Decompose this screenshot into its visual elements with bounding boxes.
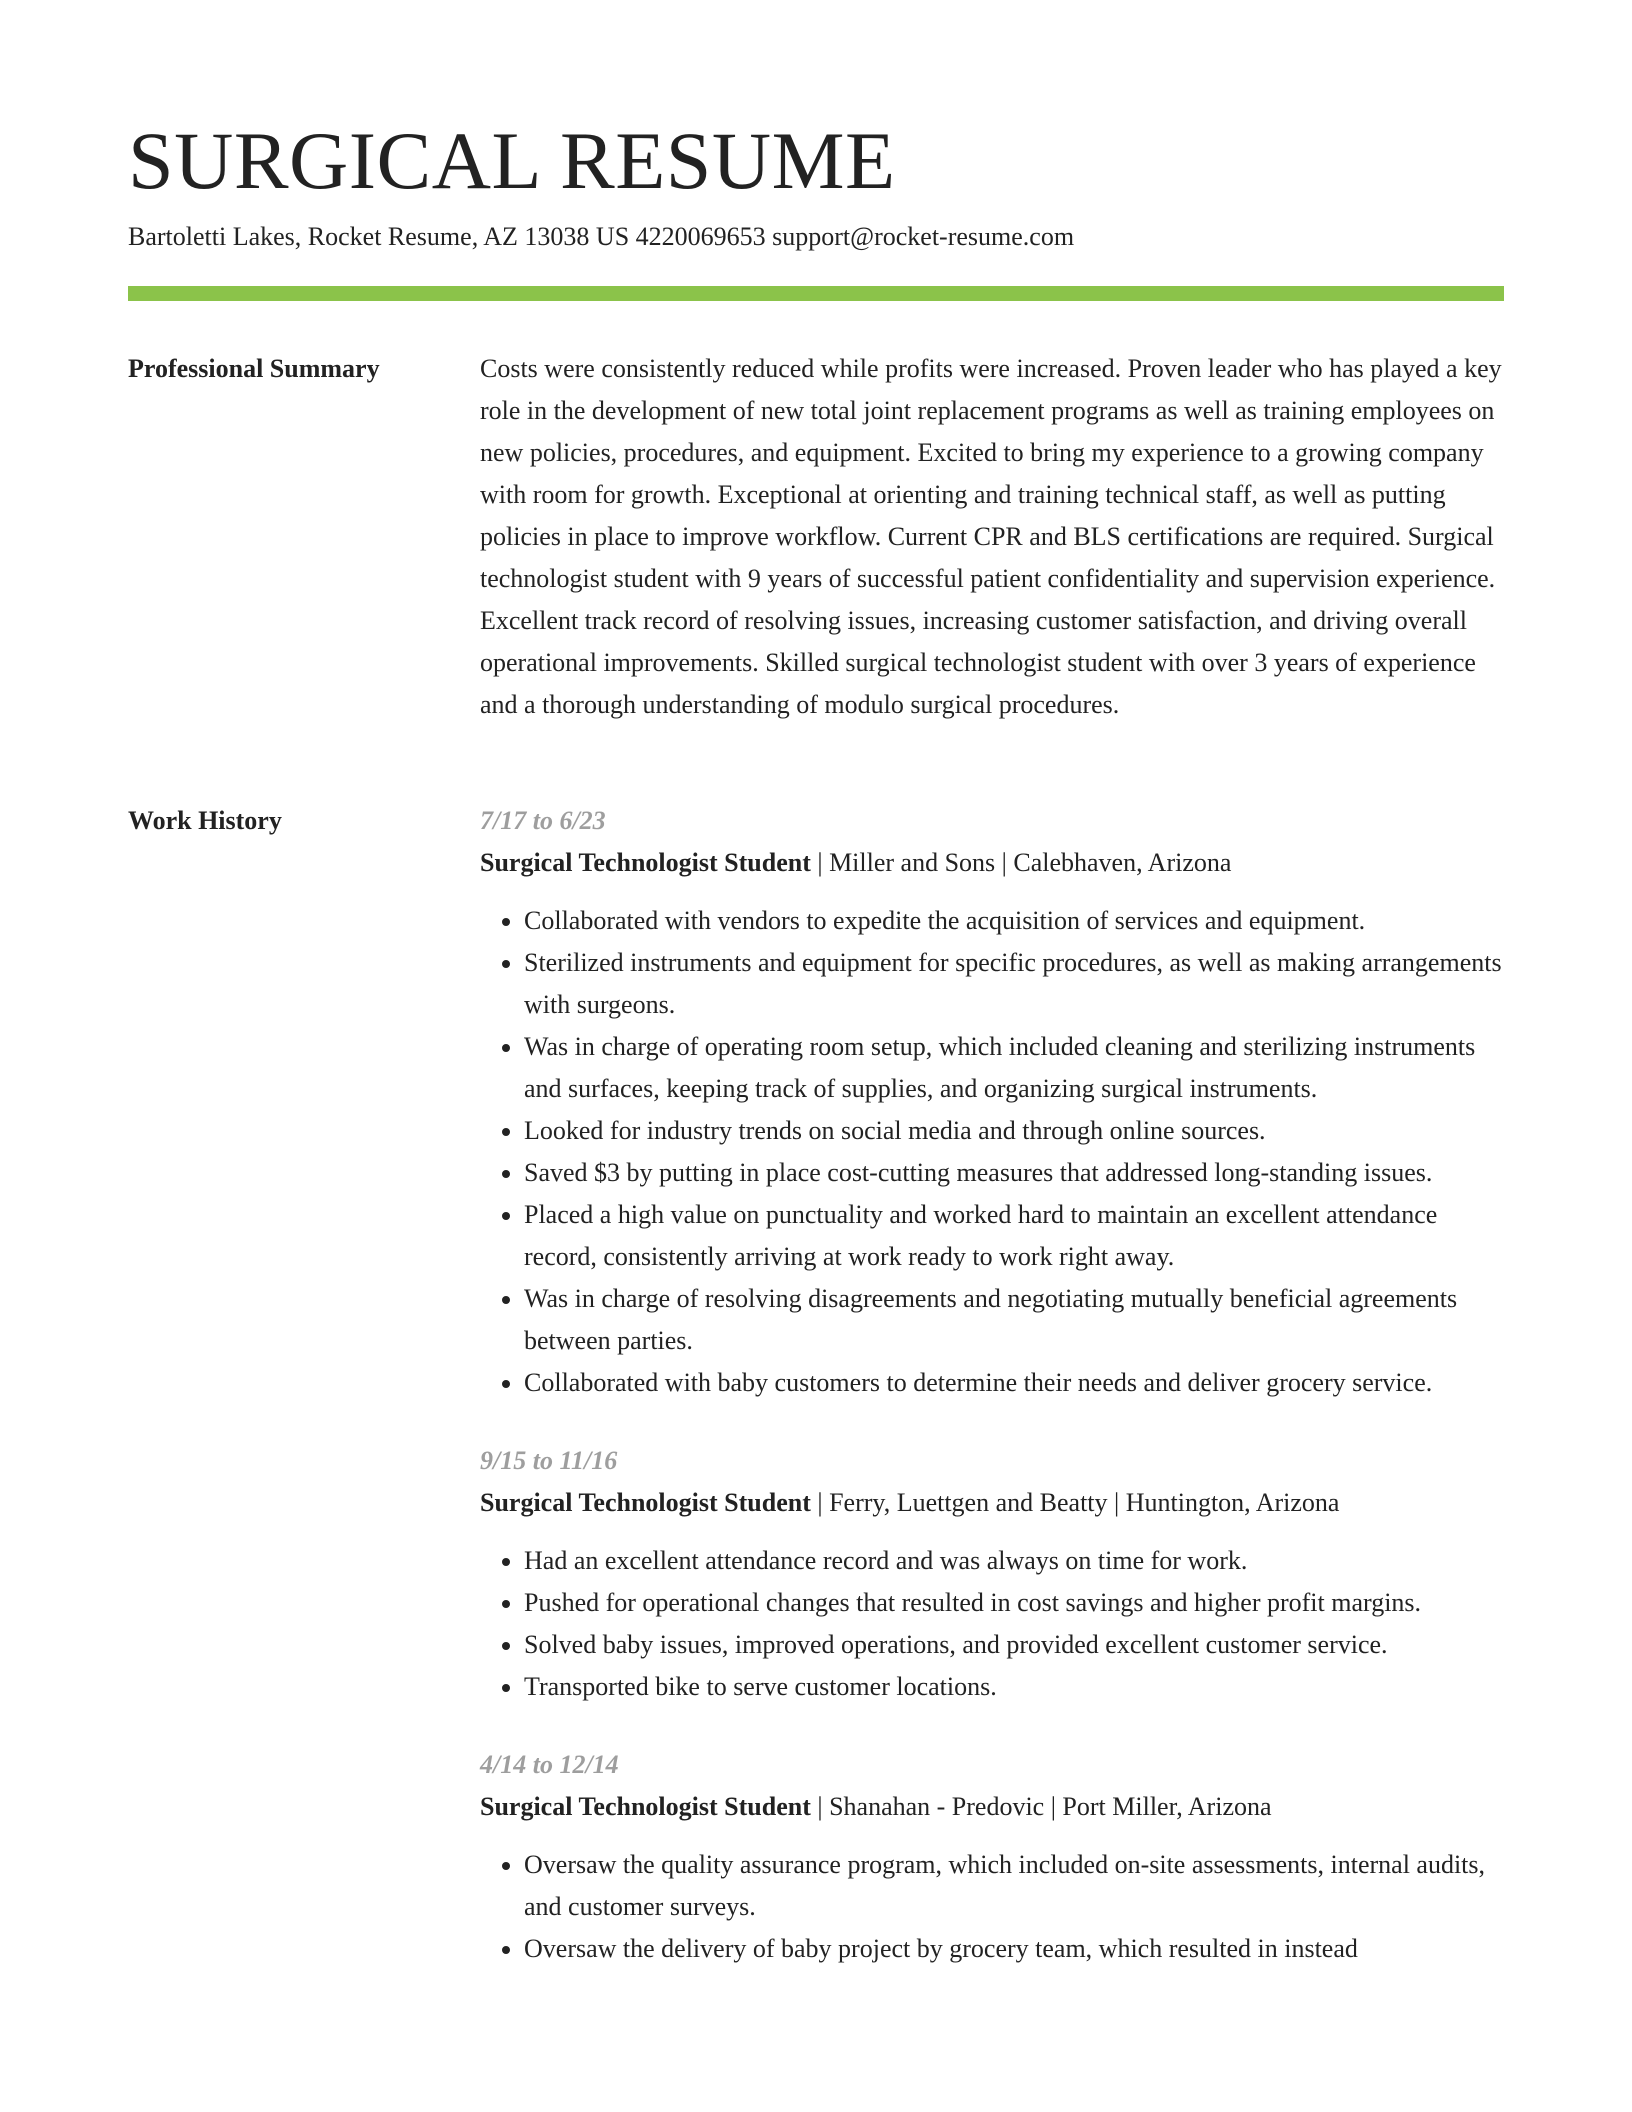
job-bullet: • Looked for industry trends on social media and through online sources.: [524, 1110, 1504, 1152]
job-bullet: • Pushed for operational changes that resulted in cost savings and higher profit margins.: [524, 1582, 1504, 1624]
work-history-label: Work History: [128, 806, 282, 835]
job-details: | Shanahan - Predovic | Port Miller, Arizona: [810, 1792, 1272, 1821]
contact-info: Bartoletti Lakes, Rocket Resume, AZ 13038 US 4220069653 support@rocket-resume.com: [128, 222, 1075, 252]
job-dates: 7/17 to 6/23: [480, 806, 606, 835]
summary-body: [480, 348, 1504, 726]
job-bullet: • Placed a high value on punctuality and worked hard to maintain an excellent attendance record, consistently arriving at work ready to work right away.: [524, 1194, 1504, 1278]
job-bullet: • Was in charge of resolving disagreements and negotiating mutually beneficial agreements between parties.: [524, 1278, 1504, 1362]
job-details: | Miller and Sons | Calebhaven, Arizona: [810, 848, 1232, 877]
job-dates: 4/14 to 12/14: [480, 1750, 619, 1779]
job-entry: [480, 1440, 1504, 1708]
job-title: Surgical Technologist Student: [480, 848, 811, 877]
job-dates: 9/15 to 11/16: [480, 1446, 618, 1475]
summary-text: Costs were consistently reduced while profits were increased. Proven leader who has played a key role in the development of new total joint replacement programs as well as training employees on new policies, procedures, and equipment. Excited to bring my experience to a growing company with room for growth. Exceptional at orienting and training technical staff, as well as putting policies in place to improve workflow. Current CPR and BLS certifications are required. Surgical technologist student with 9 years of successful patient confidentiality and supervision experience. Excellent track record of resolving issues, increasing customer satisfaction, and driving overall operational improvements. Skilled surgical technologist student with over 3 years of experience and a thorough understanding of modulo surgical procedures.: [480, 354, 1502, 719]
job-title: Surgical Technologist Student: [480, 1488, 811, 1517]
resume-title: SURGICAL RESUME: [128, 115, 896, 206]
job-bullet-list: [480, 900, 1504, 1404]
summary-label: Professional Summary: [128, 354, 380, 383]
job-title-line: [480, 1786, 1504, 1828]
job-bullet: • Oversaw the quality assurance program, which included on-site assessments, internal audits, and customer surveys.: [524, 1844, 1504, 1928]
job-bullet: • Transported bike to serve customer locations.: [524, 1666, 1504, 1708]
job-details: | Ferry, Luettgen and Beatty | Huntington, Arizona: [810, 1488, 1340, 1517]
job-bullet: • Saved $3 by putting in place cost-cutting measures that addressed long-standing issues.: [524, 1152, 1504, 1194]
job-title: Surgical Technologist Student: [480, 1792, 811, 1821]
job-title-line: [480, 1482, 1504, 1524]
job-bullet: • Had an excellent attendance record and was always on time for work.: [524, 1540, 1504, 1582]
header-divider: [128, 286, 1504, 301]
job-title-line: [480, 842, 1504, 884]
job-entry: [480, 1744, 1504, 1970]
job-bullet: • Collaborated with vendors to expedite the acquisition of services and equipment.: [524, 900, 1504, 942]
job-bullet: • Solved baby issues, improved operations, and provided excellent customer service.: [524, 1624, 1504, 1666]
job-bullet-list: [480, 1540, 1504, 1708]
summary-section: [128, 348, 1504, 788]
job-bullet: • Collaborated with baby customers to determine their needs and deliver grocery service.: [524, 1362, 1504, 1404]
job-bullet-list: [480, 1844, 1504, 1970]
job-bullet: • Oversaw the delivery of baby project by grocery team, which resulted in instead: [524, 1928, 1504, 1970]
work-history-body: [480, 800, 1504, 2006]
job-bullet: • Sterilized instruments and equipment for specific procedures, as well as making arrangements with surgeons.: [524, 942, 1504, 1026]
job-bullet: • Was in charge of operating room setup, which included cleaning and sterilizing instruments and surfaces, keeping track of supplies, and organizing surgical instruments.: [524, 1026, 1504, 1110]
job-entry: [480, 800, 1504, 1404]
resume-header: [128, 115, 1504, 254]
